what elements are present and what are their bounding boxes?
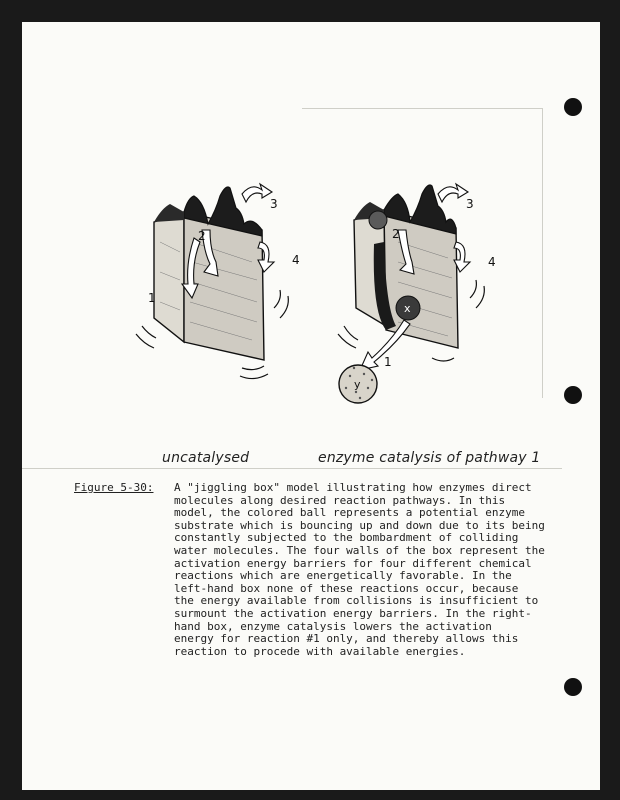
paste-edge-line <box>302 108 542 109</box>
label-enzyme-catalysis: enzyme catalysis of pathway 1 <box>318 450 541 466</box>
left-number-2: 2 <box>198 229 206 243</box>
paste-edge-line <box>22 468 562 469</box>
caption-text: A "jiggling box" model illustrating how enzymes direct molecules along desired reaction pathways. In this model, the colored ball represents a potential enzyme substrate which is bouncing up and down due to its being constantly subjected to the bombardment of colliding water molecules. The four walls of the box represent the activation energy barriers for four different chemical reactions which are energetically favorable. In the left-hand box none of these reactions occur, because the energy available from collisions is insufficient to surmount the activation energy barriers. In the right- hand box, enzyme catalysis lowers the activation energy for reaction #1 only, and thereby allows this reaction to procede with available energies. <box>174 481 545 658</box>
left-number-1: 1 <box>148 291 156 305</box>
right-number-2: 2 <box>392 227 400 241</box>
ball-marker-y: y <box>354 378 361 391</box>
caption-label: Figure 5-30: <box>74 481 154 494</box>
binder-hole-bottom <box>564 678 582 696</box>
left-number-4: 4 <box>292 253 300 267</box>
left-box <box>136 184 300 379</box>
right-number-3: 3 <box>466 197 474 211</box>
document-page <box>22 22 600 790</box>
right-number-4: 4 <box>488 255 496 269</box>
right-box <box>338 184 496 403</box>
label-uncatalysed: uncatalysed <box>162 450 250 466</box>
right-number-1: 1 <box>384 355 392 369</box>
ball-marker-x: x <box>404 302 411 315</box>
figure-drawing <box>92 112 552 432</box>
left-number-3: 3 <box>270 197 278 211</box>
jiggling-box-figure <box>92 112 600 462</box>
